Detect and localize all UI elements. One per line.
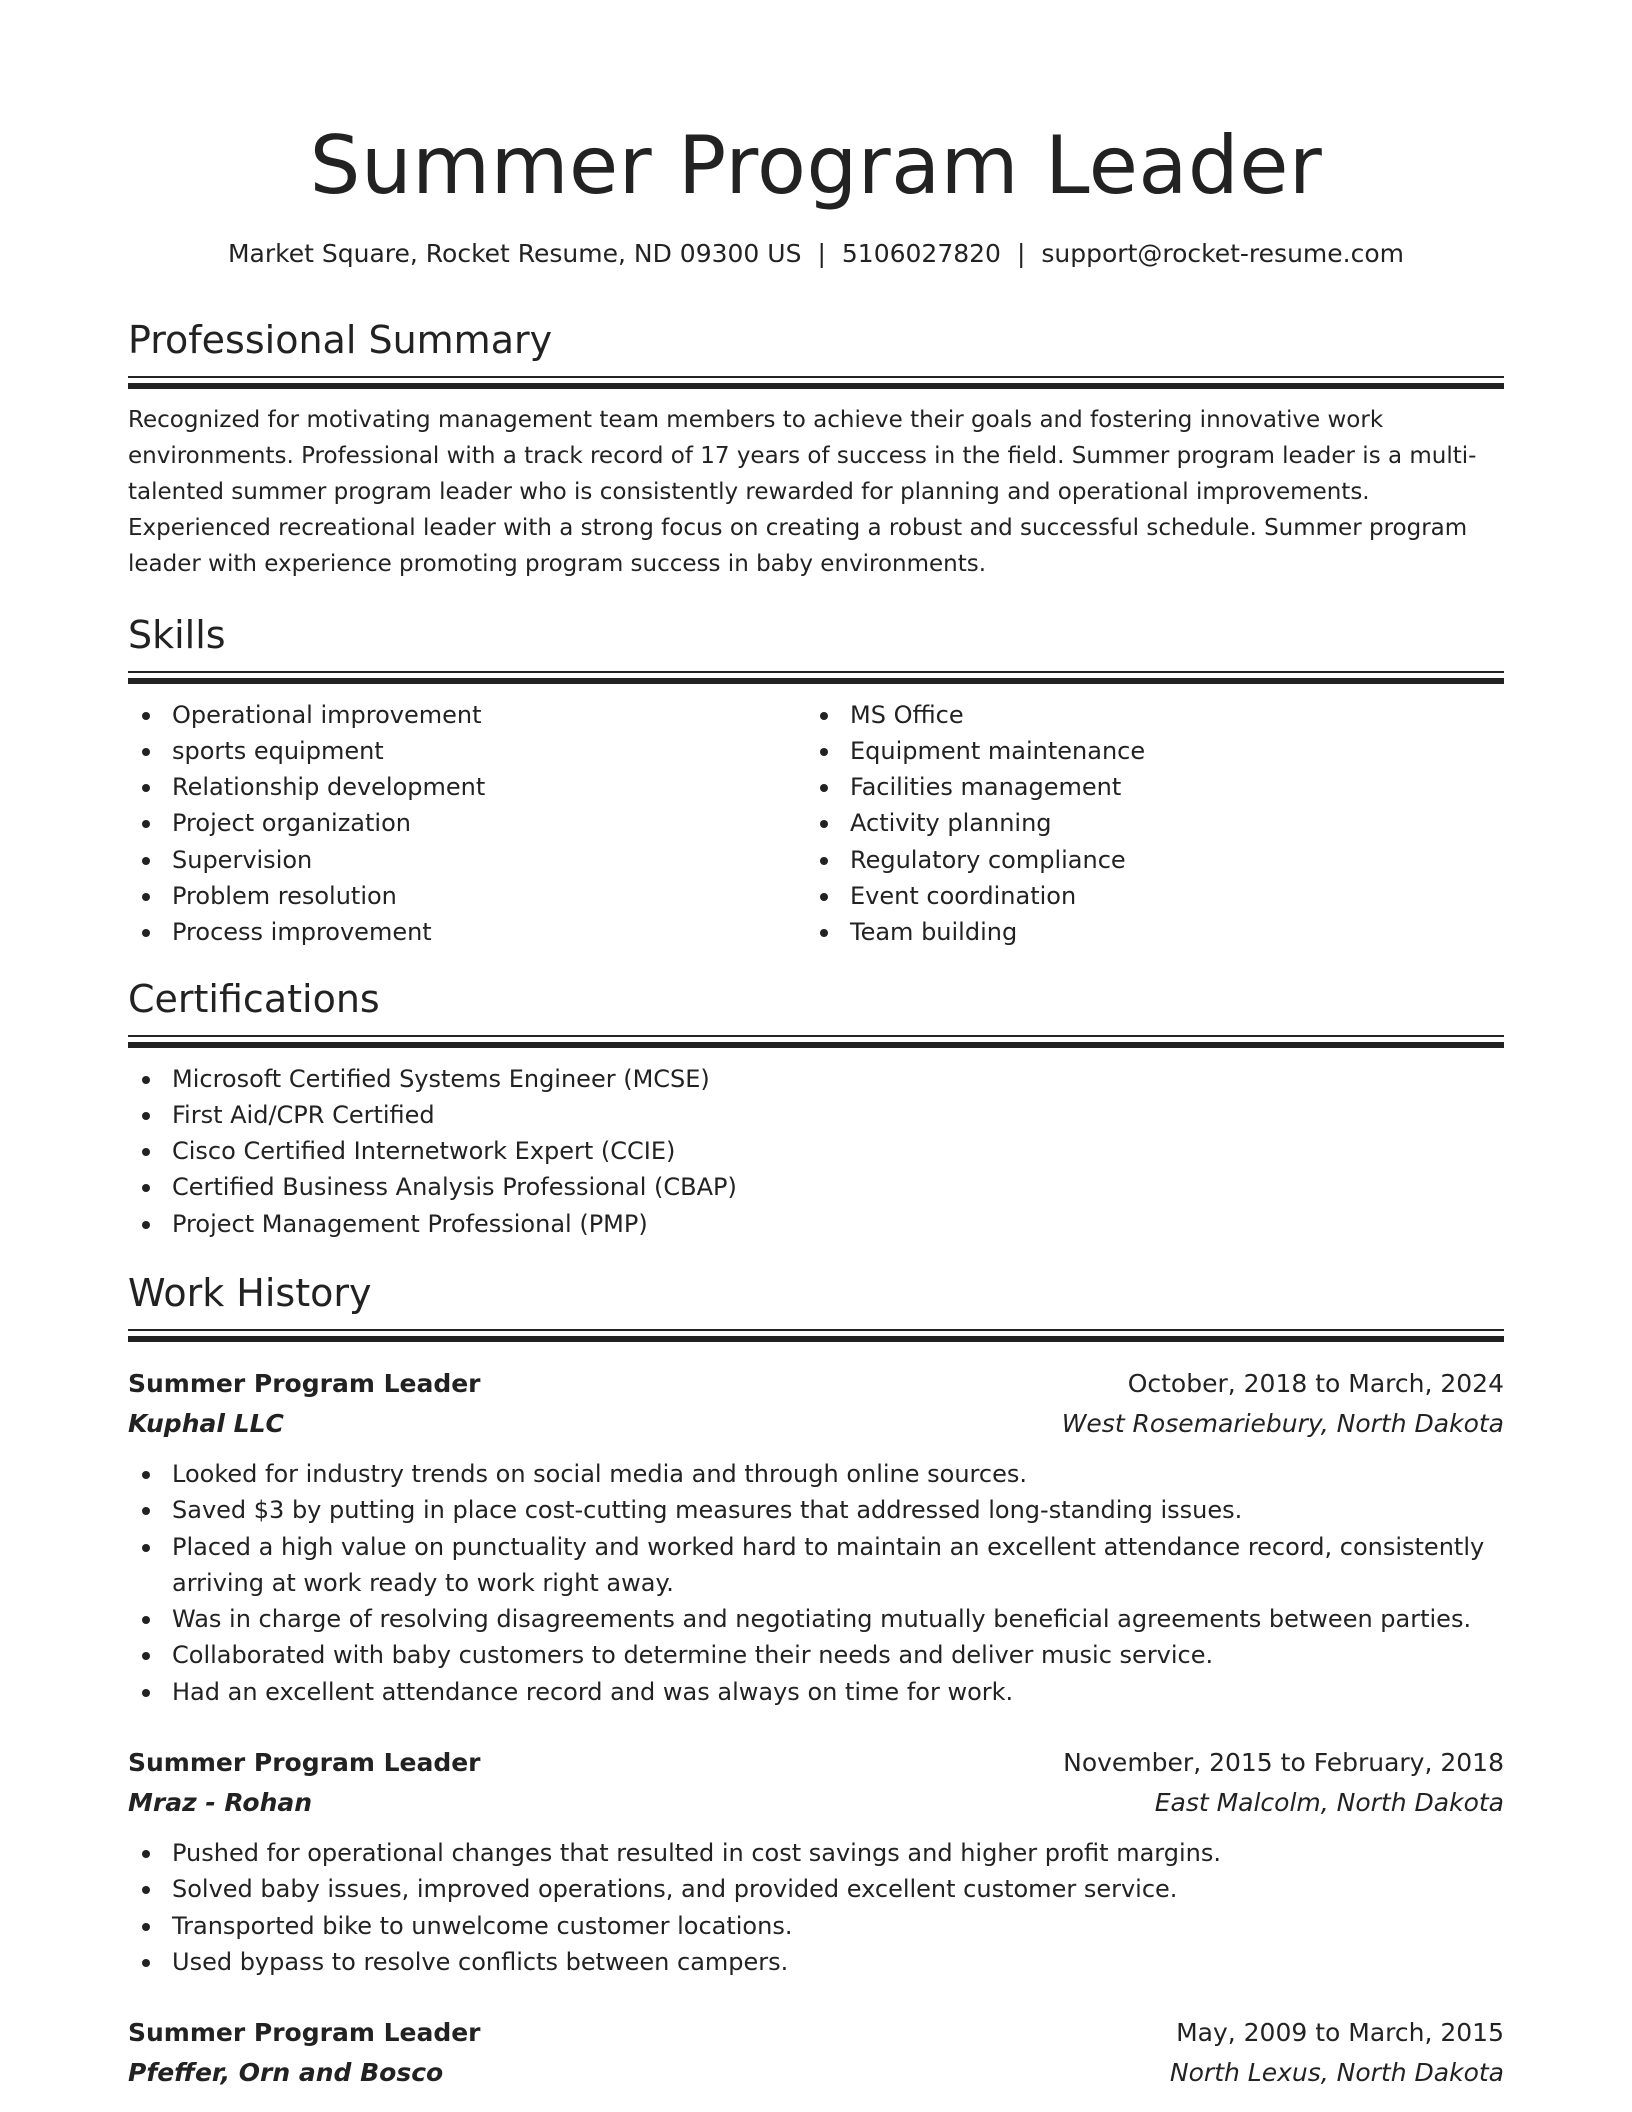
- contact-phone: 5106027820: [841, 239, 1001, 268]
- summary-text: Recognized for motivating management team members to achieve their goals and fostering innovative work environments. Professional with a track record of 17 years of success in the field. Summer program leader is a multi-talented summer program leader who is consistently rewarded for planning and operational improvements. Experienced recreational leader with a strong focus on creating a robust and successful schedule. Summer program leader with experience promoting program success in baby environments.: [128, 406, 1477, 577]
- job-bullet: Had an excellent attendance record and was always on time for work.: [128, 1674, 1504, 1710]
- certifications-list: [128, 1061, 1504, 1242]
- job-bullet: Saved $3 by putting in place cost-cutting measures that addressed long-standing issues.: [128, 1492, 1504, 1528]
- contact-separator: |: [1016, 239, 1026, 268]
- contact-email: support@rocket-resume.com: [1041, 239, 1404, 268]
- skill-item: Supervision: [128, 842, 806, 878]
- section-divider: [128, 376, 1504, 388]
- skill-item: MS Office: [806, 697, 1484, 733]
- job-header: [128, 1743, 1504, 1783]
- certification-item: Project Management Professional (PMP): [128, 1206, 1504, 1242]
- job-entry: [128, 2013, 1504, 2093]
- job-bullet: Collaborated with baby customers to determine their needs and deliver music service.: [128, 1637, 1504, 1673]
- skill-item: Problem resolution: [128, 878, 806, 914]
- work-history-section: [128, 1271, 1504, 1341]
- job-header: [128, 2013, 1504, 2053]
- skill-item: Process improvement: [128, 914, 806, 950]
- certification-item: Microsoft Certified Systems Engineer (MCSE): [128, 1061, 1504, 1097]
- skills-section: [128, 613, 1504, 951]
- summary-section: [128, 318, 1504, 582]
- job-title: Summer Program Leader: [128, 1369, 481, 1398]
- skill-item: Facilities management: [806, 769, 1484, 805]
- job-bullets: [128, 1456, 1504, 1710]
- job-company: Kuphal LLC: [128, 1409, 284, 1438]
- skill-item: Equipment maintenance: [806, 733, 1484, 769]
- contact-address: Market Square, Rocket Resume, ND 09300 US: [227, 239, 802, 268]
- certification-item: First Aid/CPR Certified: [128, 1097, 1504, 1133]
- contact-line: [128, 238, 1504, 271]
- skill-item: Event coordination: [806, 878, 1484, 914]
- skill-item: Operational improvement: [128, 697, 806, 733]
- skill-item: Project organization: [128, 805, 806, 841]
- section-divider: [128, 1329, 1504, 1341]
- resume-name: Summer Program Leader: [309, 119, 1323, 212]
- skill-item: sports equipment: [128, 733, 806, 769]
- job-location: West Rosemariebury, North Dakota: [1061, 1409, 1504, 1438]
- job-bullet: Placed a high value on punctuality and worked hard to maintain an excellent attendance record, consistently arriving at work ready to work right away.: [128, 1529, 1504, 1602]
- section-divider: [128, 671, 1504, 683]
- skill-item: Regulatory compliance: [806, 842, 1484, 878]
- certification-item: Cisco Certified Internetwork Expert (CCIE): [128, 1133, 1504, 1169]
- job-entry: [128, 1743, 1504, 1980]
- job-title: Summer Program Leader: [128, 1748, 481, 1777]
- job-dates: November, 2015 to February, 2018: [1063, 1748, 1504, 1777]
- job-bullet: Looked for industry trends on social media and through online sources.: [128, 1456, 1504, 1492]
- job-dates: May, 2009 to March, 2015: [1176, 2018, 1504, 2047]
- job-bullet: Was in charge of resolving disagreements and negotiating mutually beneficial agreements between parties.: [128, 1601, 1504, 1637]
- contact-separator: |: [817, 239, 826, 268]
- job-subheader: [128, 1404, 1504, 1444]
- skill-item: Relationship development: [128, 769, 806, 805]
- job-location: East Malcolm, North Dakota: [1154, 1788, 1504, 1817]
- skills-columns: [128, 683, 1504, 951]
- section-heading: Skills: [128, 613, 226, 657]
- job-subheader: [128, 1783, 1504, 1823]
- section-heading: Certifications: [128, 977, 380, 1021]
- job-bullet: Solved baby issues, improved operations, and provided excellent customer service.: [128, 1871, 1504, 1907]
- certification-item: Certified Business Analysis Professional (CBAP): [128, 1169, 1504, 1205]
- job-company: Mraz - Rohan: [128, 1788, 313, 1817]
- job-company: Pfeffer, Orn and Bosco: [128, 2058, 444, 2087]
- job-bullet: Pushed for operational changes that resulted in cost savings and higher profit margins.: [128, 1835, 1504, 1871]
- section-divider: [128, 1035, 1504, 1047]
- job-location: North Lexus, North Dakota: [1169, 2058, 1504, 2087]
- skill-item: Activity planning: [806, 805, 1484, 841]
- job-title: Summer Program Leader: [128, 2018, 481, 2047]
- job-bullet: Transported bike to unwelcome customer locations.: [128, 1908, 1504, 1944]
- section-heading: Professional Summary: [128, 318, 553, 362]
- job-subheader: [128, 2053, 1504, 2093]
- job-bullets: [128, 1835, 1504, 1980]
- job-dates: October, 2018 to March, 2024: [1127, 1369, 1504, 1398]
- job-bullet: Used bypass to resolve conflicts between campers.: [128, 1944, 1504, 1980]
- job-entry: [128, 1364, 1504, 1710]
- skills-list-right: [806, 697, 1484, 951]
- job-header: [128, 1364, 1504, 1404]
- certifications-section: [128, 977, 1504, 1242]
- skill-item: Team building: [806, 914, 1484, 950]
- skills-list-left: [128, 697, 806, 951]
- section-heading: Work History: [128, 1271, 372, 1315]
